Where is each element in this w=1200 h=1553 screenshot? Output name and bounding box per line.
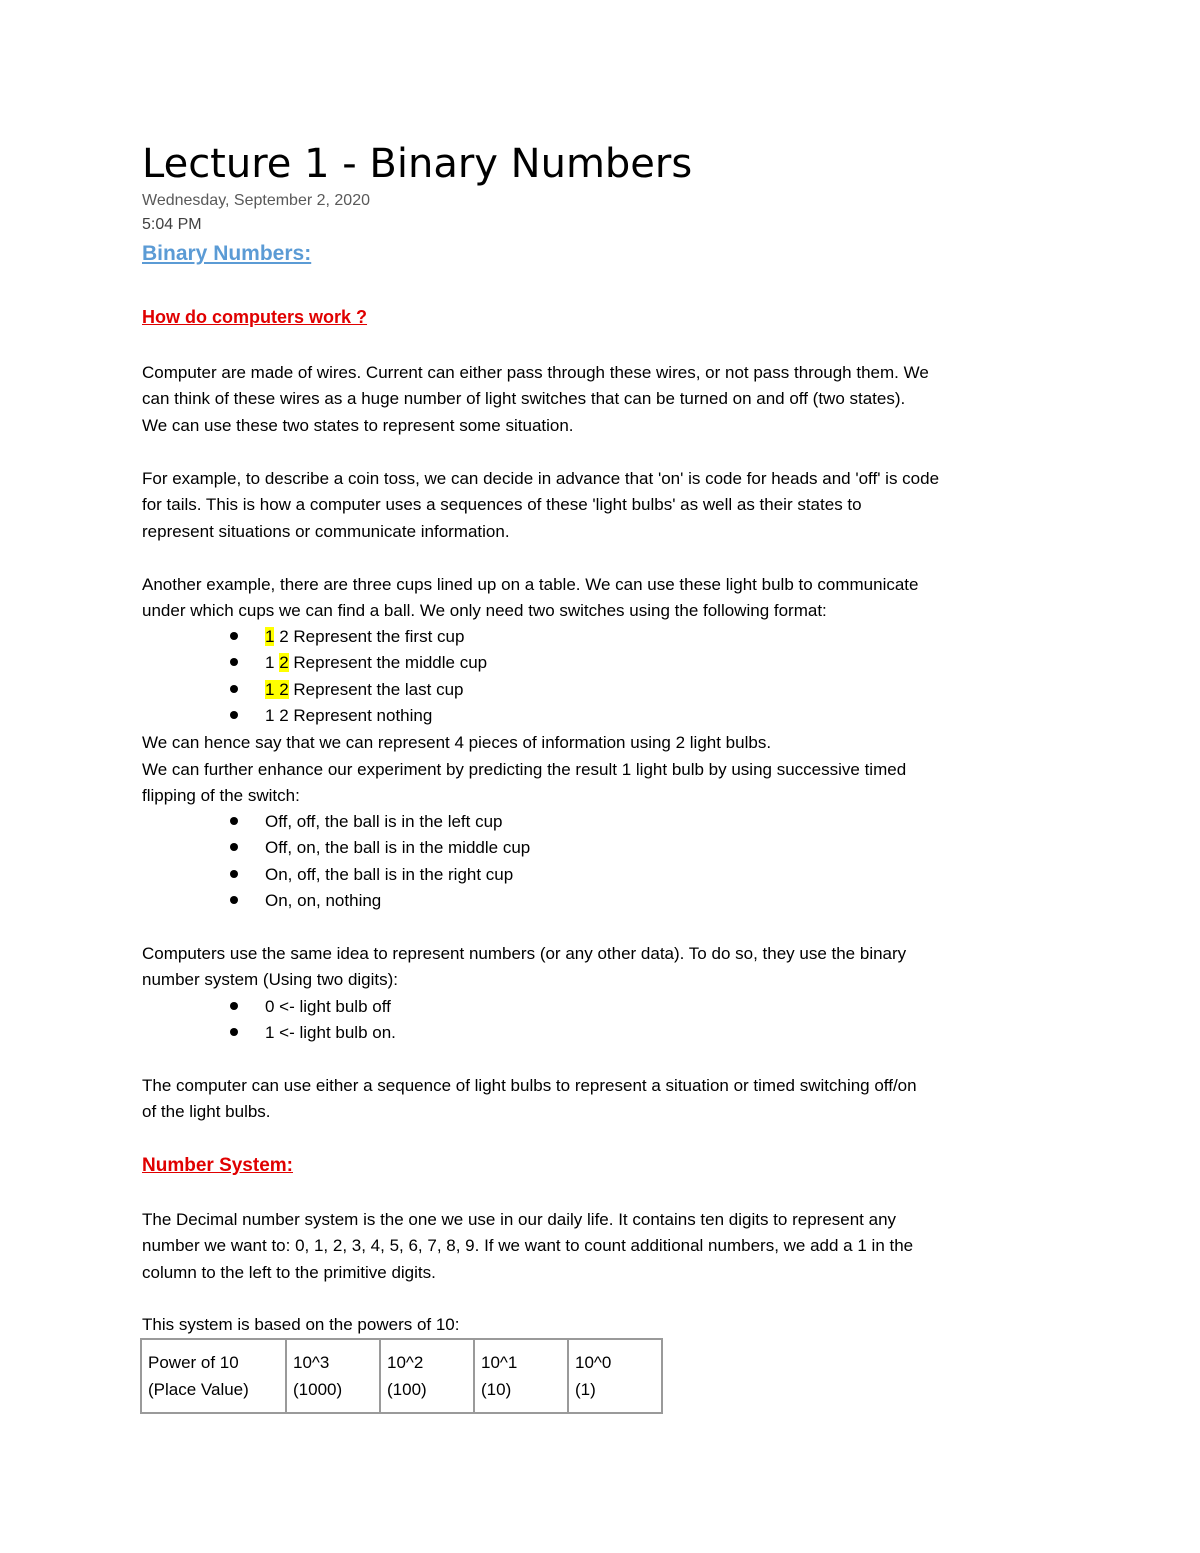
paragraph-wires	[142, 360, 1072, 439]
highlighted-digit: 1 2	[265, 679, 289, 699]
paragraph-cups	[142, 572, 1072, 625]
digit: 2	[279, 706, 289, 726]
place-value-table	[140, 1338, 663, 1414]
list-item-text: Represent the last cup	[288, 679, 464, 699]
number-system-heading: Number System:	[142, 1155, 293, 1176]
bullet-icon	[230, 632, 238, 640]
paragraph-line: Computer are made of wires. Current can either pass through these wires, or not pass through them. We	[142, 363, 929, 382]
paragraph-line: For example, to describe a coin toss, we can decide in advance that 'on' is code for heads and 'off' is code	[142, 469, 940, 488]
bullet-icon	[230, 1002, 238, 1010]
paragraph-line: under which cups we can find a ball. We only need two switches using the following format:	[142, 601, 827, 621]
how-computers-work-heading: How do computers work ?	[142, 307, 368, 327]
paragraph-line: We can further enhance our experiment by predicting the result 1 light bulb by using successive timed	[142, 760, 907, 779]
list-item-text: Off, off, the ball is in the left cup	[265, 812, 503, 831]
bullet-icon	[230, 658, 238, 666]
paragraph-line: of the light bulbs.	[142, 1102, 271, 1122]
bullet-icon	[230, 711, 238, 719]
table-cell: 10^2 (100)	[380, 1339, 474, 1413]
paragraph-line: Another example, there are three cups lined up on a table. We can use these light bulb to communicate	[142, 575, 919, 594]
table-cell: 10^0 (1)	[568, 1339, 662, 1413]
table-row	[141, 1339, 662, 1413]
bullet-icon	[230, 870, 238, 878]
list-item-text: Represent the first cup	[288, 627, 465, 646]
paragraph-line: for tails. This is how a computer uses a sequences of these 'light bulbs' as well as their states to	[142, 495, 862, 515]
bullet-icon	[230, 817, 238, 825]
paragraph-decimal-system	[142, 1207, 1072, 1286]
list-item-text: On, on, nothing	[265, 891, 382, 911]
paragraph-line: number we want to: 0, 1, 2, 3, 4, 5, 6, 7, 8, 9. If we want to count additional numbers, we add a 1 in the	[142, 1236, 914, 1256]
table-cell: Power of 10 (Place Value)	[141, 1339, 286, 1413]
paragraph-binary-system	[142, 941, 1072, 994]
highlighted-digit: 2	[279, 653, 289, 673]
paragraph-sequence-or-timed	[142, 1073, 1072, 1126]
paragraph-four-pieces	[142, 730, 1072, 756]
bullet-icon	[230, 1028, 238, 1036]
page-title: Lecture 1 - Binary Numbers	[142, 141, 693, 187]
paragraph-line: column to the left to the primitive digits.	[142, 1262, 436, 1282]
list-item-text: On, off, the ball is in the right cup	[265, 864, 514, 884]
paragraph-line: represent situations or communicate information.	[142, 521, 510, 541]
bullet-icon	[230, 896, 238, 904]
paragraph-line: This system is based on the powers of 10:	[142, 1315, 460, 1334]
list-item-text: Off, on, the ball is in the middle cup	[265, 838, 531, 858]
paragraph-line: We can hence say that we can represent 4 pieces of information using 2 light bulbs.	[142, 733, 772, 752]
page-time: 5:04 PM	[142, 216, 202, 233]
table-cell: 10^1 (10)	[474, 1339, 568, 1413]
page-date: Wednesday, September 2, 2020	[142, 192, 370, 209]
list-item-text: Represent the middle cup	[288, 653, 488, 673]
paragraph-line: number system (Using two digits):	[142, 970, 399, 990]
digit: 2	[279, 627, 289, 646]
paragraph-line: The computer can use either a sequence of light bulbs to represent a situation or timed switching off/on	[142, 1076, 917, 1095]
paragraph-line: The Decimal number system is the one we use in our daily life. It contains ten digits to represent any	[142, 1210, 897, 1229]
list-item-text: 0 <- light bulb off	[265, 997, 391, 1016]
digit: 1	[265, 653, 275, 673]
list-item-text: Represent nothing	[288, 706, 433, 726]
bullet-icon	[230, 843, 238, 851]
binary-numbers-heading: Binary Numbers:	[142, 242, 312, 265]
highlighted-digit: 1	[265, 627, 275, 646]
paragraph-line: We can use these two states to represent some situation.	[142, 415, 574, 435]
paragraph-timed-flipping	[142, 757, 1072, 810]
bullet-icon	[230, 685, 238, 693]
paragraph-line: can think of these wires as a huge number of light switches that can be turned on and off (two states).	[142, 389, 906, 409]
paragraph-line: Computers use the same idea to represent numbers (or any other data). To do so, they use the binary	[142, 944, 907, 963]
table-cell: 10^3 (1000)	[286, 1339, 380, 1413]
paragraph-line: flipping of the switch:	[142, 786, 300, 806]
paragraph-powers-of-10	[142, 1312, 1072, 1338]
list-item-text: 1 <- light bulb on.	[265, 1023, 396, 1043]
digit: 1	[265, 706, 275, 726]
paragraph-coin-toss	[142, 466, 1072, 545]
